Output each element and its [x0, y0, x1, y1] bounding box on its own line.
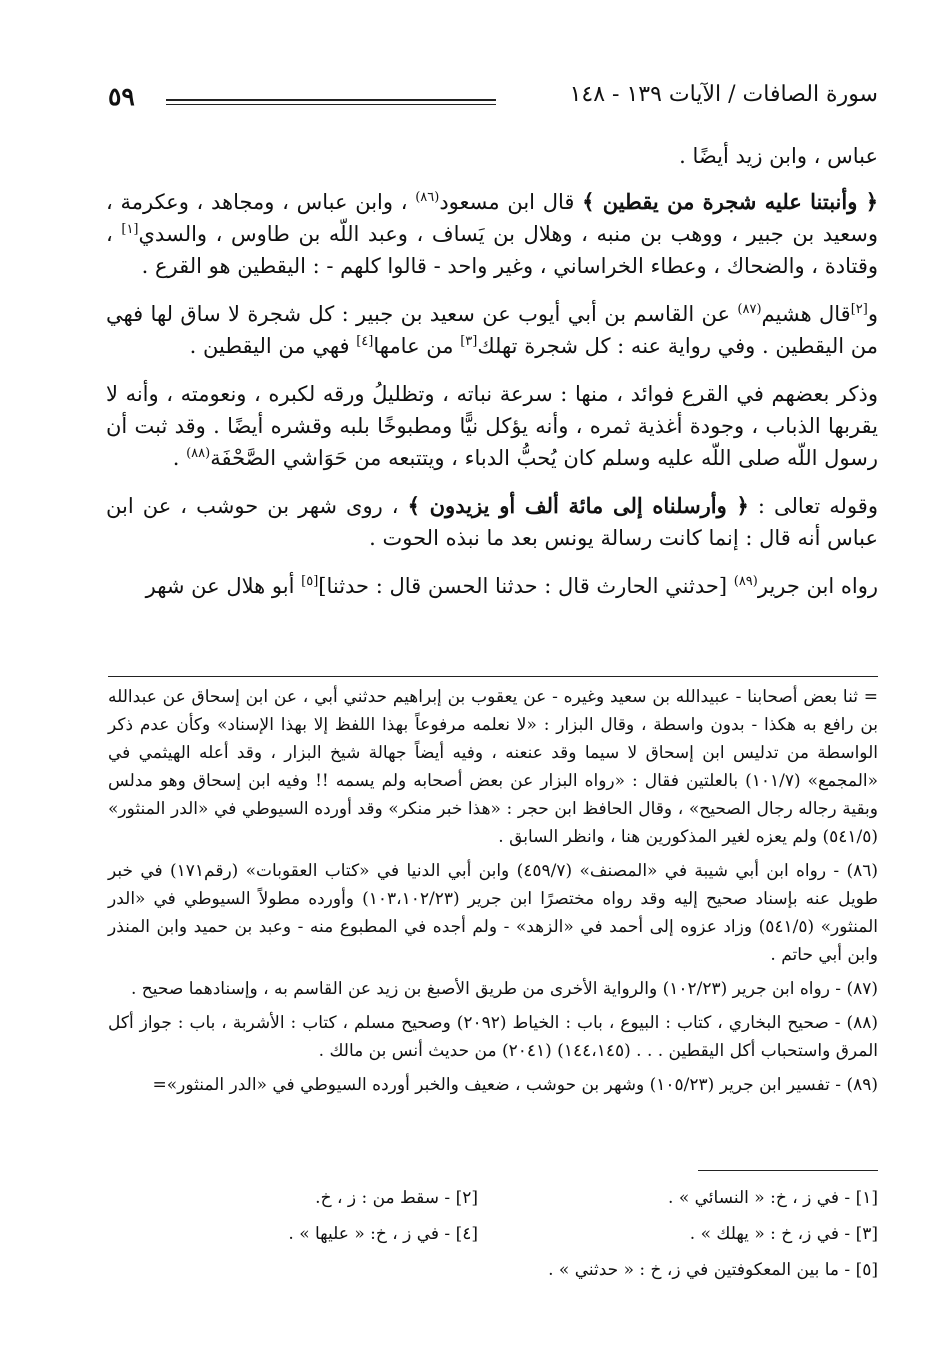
apparatus-note-5: [٥] - ما بين المعكوفتين في ز، خ : « حدثني » . — [548, 1260, 878, 1280]
footnote-87: (٨٧) - رواه ابن جرير (١٠٢/٢٣) والرواية الأخرى من طريق الأصبغ بن زيد عن القاسم به ، وإسنادهما صحيح . — [131, 979, 878, 999]
page-number: ٥٩ — [108, 82, 135, 111]
paragraph-text: ، روى شهر بن حوشب ، عن ابن عباس أنه قال : إنما كانت رسالة يونس بعد ما نبذه الحوت . — [106, 494, 878, 550]
paragraph-text: ، وابن عباس ، ومجاهد ، وعكرمة ، وسعيد بن جبير ، ووهب بن منبه ، وهلال بن يَساف ، وعبد اللّه بن طاوس ، والسدي — [106, 190, 878, 246]
apparatus-note-1: [١] - في ز ، خ: « النسائي » . — [668, 1188, 878, 1208]
apparatus-ref[interactable]: [١] — [121, 222, 139, 237]
footnotes — [108, 676, 878, 1105]
quran-verse: ﴿ وأرسلناه إلى مائة ألف أو يزيدون ﴾ — [407, 493, 749, 518]
footnote-89: (٨٩) - تفسير ابن جرير (١٠٥/٢٣) وشهر بن حوشب ، ضعيف والخبر أورده السيوطي في «الدر المنثور»= — [152, 1075, 878, 1095]
main-text — [106, 140, 878, 618]
paragraph-text: أبو هلال عن شهر — [145, 574, 302, 598]
critical-apparatus — [108, 1170, 878, 1283]
paragraph-text: وقوله تعالى : — [748, 494, 878, 518]
paragraph-text: عن القاسم بن أبي أيوب عن سعيد بن جبير : كل شجرة لا ساق لها فهي من اليقطين . وفي رواية عنه : كل شجرة تهلك — [106, 302, 878, 358]
paragraph-2 — [106, 186, 878, 282]
running-title: سورة الصافات / الآيات ١٣٩ - ١٤٨ — [569, 82, 878, 107]
footnote-88: (٨٨) - صحيح البخاري ، كتاب : البيوع ، باب : الخياط (٢٠٩٢) وصحيح مسلم ، كتاب : الأشربة ، باب : جواز أكل المرق واستحباب أكل اليقطين . . . (١٤٤،١٤٥) (٢٠٤١) من حديث أنس بن مالك . — [108, 1013, 878, 1061]
paragraph-text: وذكر بعضهم في القرع فوائد ، منها : سرعة نباته ، وتظليلُ ورقه لكبره ، ونعومته ، وأنه لا يقربها الذباب ، وجودة أغذية ثمره ، وأنه يؤكل نيًّا ومطبوخًا بلبه وقشره أيضًا . وقد ثبت أن رسول اللّه صلى اللّه عليه وسلم كان يُحبُّ الدباء ، ويتتبعه من حَوَاشي الصَّحْفَة — [106, 382, 878, 470]
paragraph-text: قال هشيم — [761, 302, 851, 326]
paragraph-4 — [106, 378, 878, 474]
footnote-ref[interactable]: (٨٩) — [733, 574, 758, 589]
paragraph-text: [حدثني الحارث قال : حدثنا الحسن قال : حدثنا] — [318, 574, 734, 598]
footnote-divider — [108, 676, 878, 677]
paragraph-text: و — [867, 302, 878, 326]
apparatus-ref[interactable]: [٢] — [850, 302, 868, 317]
apparatus-ref[interactable]: [٣] — [460, 334, 478, 349]
quran-verse: ﴿ وأنبتنا عليه شجرة من يقطين ﴾ — [582, 189, 878, 214]
header-rule-thin — [166, 104, 496, 105]
paragraph-text: عباس ، وابن زيد أيضًا . — [679, 144, 878, 168]
paragraph-text: قال ابن مسعود — [439, 190, 583, 214]
footnote-86: (٨٦) - رواه ابن أبي شيبة في «المصنف» (٤٥٩/٧) وابن أبي الدنيا في «كتاب العقوبات» (رقم١٧١) في خبر طويل عنه بإسناد صحيح إليه وقد رواه مختصرًا ابن جرير (١٠٣،١٠٢/٢٣) وأورده مطولاً السيوطي في «الدر المنثور» (٥٤١/٥) وزاد عزوه إلى أحمد في «الزهد» - ولم أجده في المطبوع منه - وعبد بن حميد وابن المنذر وابن أبي حاتم . — [108, 861, 878, 965]
header-rule — [166, 99, 496, 101]
apparatus-note-4: [٤] - في ز ، خ: « عليها » . — [288, 1224, 478, 1244]
paragraph-text: من عامها — [373, 334, 461, 358]
footnote-ref[interactable]: (٨٦) — [415, 190, 440, 205]
footnote-ref[interactable]: (٨٨) — [186, 446, 211, 461]
paragraph-6 — [106, 570, 878, 602]
apparatus-ref[interactable]: [٤] — [356, 334, 374, 349]
paragraph-1 — [106, 140, 878, 172]
apparatus-ref[interactable]: [٥] — [301, 574, 319, 589]
paragraph-text: ، وقتادة ، والضحاك ، وعطاء الخراساني ، وغير واحد - قالوا كلهم - : اليقطين هو القرع . — [106, 222, 878, 278]
page-header — [108, 82, 878, 118]
paragraph-text: رواه ابن جرير — [757, 574, 878, 598]
paragraph-5 — [106, 490, 878, 554]
paragraph-3 — [106, 298, 878, 362]
apparatus-divider — [698, 1170, 878, 1171]
apparatus-note-2: [٢] - سقط من : ز ، خ. — [315, 1188, 478, 1208]
footnote-ref[interactable]: (٨٧) — [737, 302, 762, 317]
footnote-continuation: = ثنا بعض أصحابنا - عبيدالله بن سعيد وغيره - عن يعقوب بن إبراهيم حدثني أبي ، عن ابن إسحاق عن عبدالله بن رافع به هكذا - بدون واسطة ، وقال البزار : «لا نعلمه مرفوعاً بهذا اللفظ إلا بهذا الإسناد» وكأن عدم ذكر الواسطة من تدليس ابن إسحاق لا سيما وقد عنعنه ، وفيه أيضاً جهالة شيخ البزار ، وقد أعله الهيثمي في «المجمع» (١٠١/٧) بالعلتين فقال : «رواه البزار عن بعض أصحابه ولم يسمه !! وفيه ابن إسحاق وهو مدلس وبقية رجاله رجال الصحيح» ، وقال الحافظ ابن حجر : «هذا خبر منكر» وقد أورده السيوطي في «الدر المنثور» (٥٤١/٥) ولم يعزه لغير المذكورين هنا ، وانظر السابق . — [108, 687, 879, 847]
apparatus-grid — [108, 1185, 878, 1283]
paragraph-text: . — [172, 446, 187, 470]
apparatus-note-3: [٣] - في ز، خ : « يهلك » . — [689, 1224, 878, 1244]
paragraph-text: فهي من اليقطين . — [189, 334, 357, 358]
